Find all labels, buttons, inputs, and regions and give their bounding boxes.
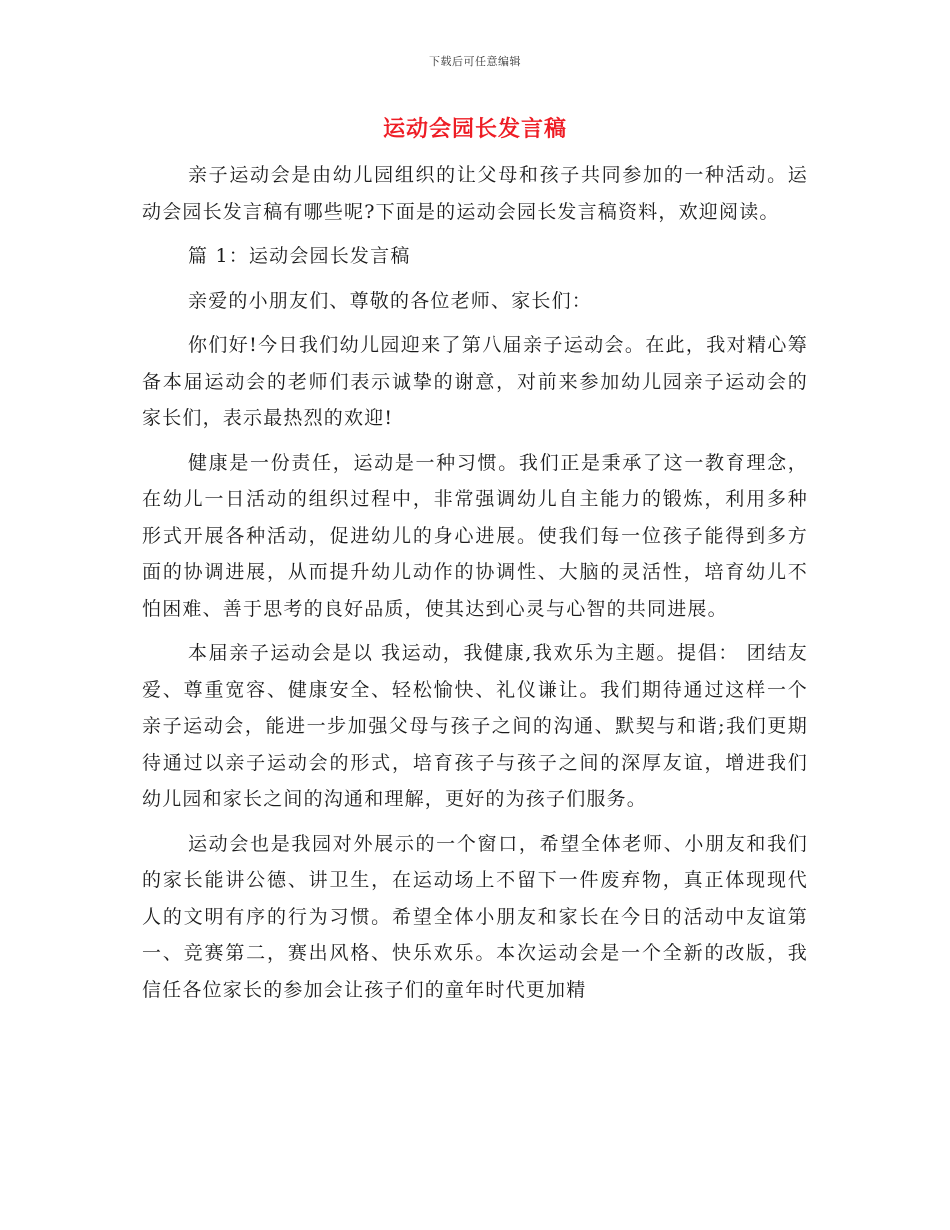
intro-paragraph: 亲子运动会是由幼儿园组织的让父母和孩子共同参加的一种活动。运动会园长发言稿有哪些呢?下面是的运动会园长发言稿资料，欢迎阅读。 <box>142 164 808 223</box>
section-heading: 篇 1：运动会园长发言稿 <box>188 245 411 267</box>
theme-paragraph: 本届亲子运动会是以 我运动，我健康,我欢乐为主题。提倡： 团结友爱、尊重宽容、健康安全、轻松愉快、礼仪谦让。我们期待通过这样一个亲子运动会，能进一步加强父母与孩子之间的沟通、默契与和谐;我们更期待通过以亲子运动会的形式，培育孩子与孩子之间的深厚友谊，增进我们幼儿园和家长之间的沟通和理解，更好的为孩子们服务。 <box>142 642 808 810</box>
document-body <box>142 157 808 1008</box>
salutation-paragraph: 亲爱的小朋友们、尊敬的各位老师、家长们： <box>188 289 593 312</box>
header-note: 下载后可任意编辑 <box>429 55 521 68</box>
document-title: 运动会园长发言稿 <box>382 117 567 142</box>
window-paragraph: 运动会也是我园对外展示的一个窗口，希望全体老师、小朋友和我们的家长能讲公德、讲卫生，在运动场上不留下一件废弃物，真正体现现代人的文明有序的行为习惯。希望全体小朋友和家长在今日的活动中友谊第一、竞赛第二，赛出风格、快乐欢乐。本次运动会是一个全新的改版，我信任各位家长的参加会让孩子们的童年时代更加精 <box>142 832 808 1001</box>
welcome-paragraph: 你们好!今日我们幼儿园迎来了第八届亲子运动会。在此，我对精心筹备本届运动会的老师们表示诚挚的谢意，对前来参加幼儿园亲子运动会的家长们，表示最热烈的欢迎! <box>142 334 808 429</box>
health-paragraph: 健康是一份责任，运动是一种习惯。我们正是秉承了这一教育理念，在幼儿一日活动的组织过程中，非常强调幼儿自主能力的锻炼，利用多种形式开展各种活动，促进幼儿的身心进展。使我们每一位孩子能得到多方面的协调进展，从而提升幼儿动作的协调性、大脑的灵活性，培育幼儿不怕困难、善于思考的良好品质，使其达到心灵与心智的共同进展。 <box>142 451 808 620</box>
